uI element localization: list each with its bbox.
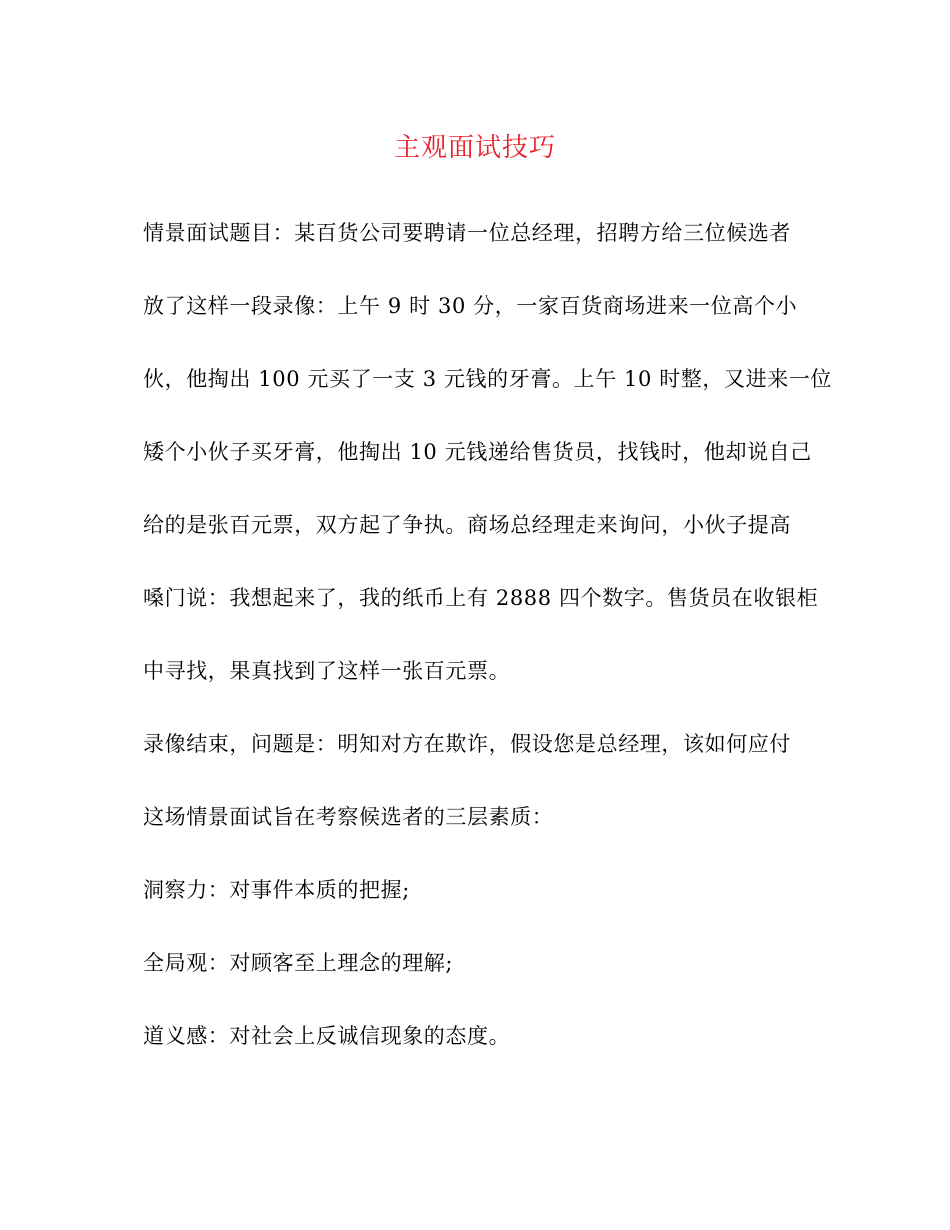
paragraph-line: 情景面试题目：某百货公司要聘请一位总经理，招聘方给三位候选者 xyxy=(143,221,791,245)
paragraph-line: 嗓门说：我想起来了，我的纸币上有 2888 四个数字。售货员在收银柜 xyxy=(143,586,819,610)
paragraph-line: 伙，他掏出 100 元买了一支 3 元钱的牙膏。上午 10 时整，又进来一位 xyxy=(143,367,833,391)
paragraph-line: 放了这样一段录像：上午 9 时 30 分，一家百货商场进来一位高个小 xyxy=(143,294,798,318)
list-item-insight: 洞察力：对事件本质的把握; xyxy=(143,878,410,902)
paragraph-line: 给的是张百元票，双方起了争执。商场总经理走来询问，小伙子提高 xyxy=(143,513,791,537)
paragraph-line: 录像结束，问题是：明知对方在欺诈，假设您是总经理，该如何应付 xyxy=(143,732,791,756)
paragraph-line: 这场情景面试旨在考察候选者的三层素质： xyxy=(143,805,554,829)
paragraph-line: 中寻找，果真找到了这样一张百元票。 xyxy=(143,659,511,683)
list-item-morality: 道义感：对社会上反诚信现象的态度。 xyxy=(143,1024,511,1048)
paragraph-line: 矮个小伙子买牙膏，他掏出 10 元钱递给售货员，找钱时，他却说自己 xyxy=(143,440,812,464)
document-body xyxy=(143,213,833,1089)
list-item-overall-view: 全局观：对顾客至上理念的理解; xyxy=(143,951,454,975)
page-title: 主观面试技巧 xyxy=(393,133,556,163)
